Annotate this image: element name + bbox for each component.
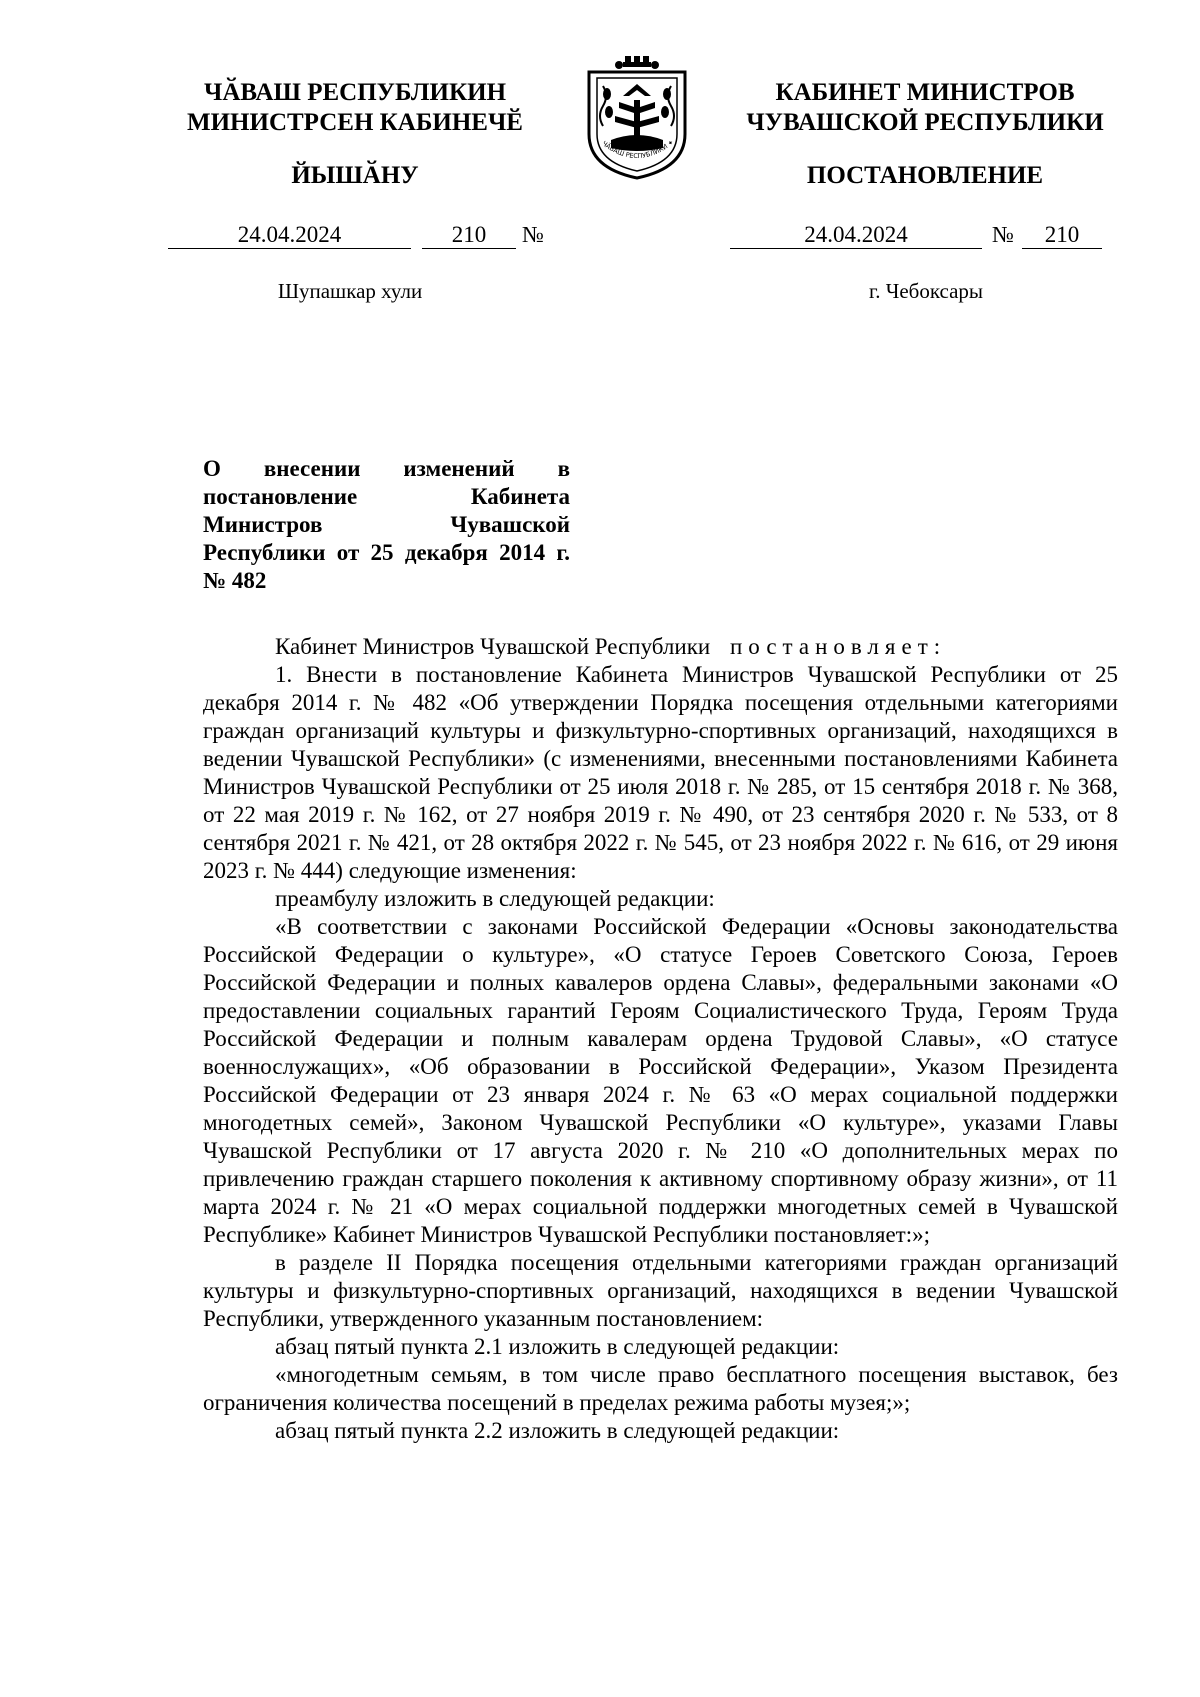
emblem-motto: ЧӐВАШ РЕСПУБЛИКИ ✦ [600, 138, 676, 161]
right-number: 210 [1022, 222, 1102, 249]
left-number-sign: № [522, 222, 544, 247]
right-header-title [725, 78, 1125, 138]
right-number-sign: № [992, 222, 1014, 247]
paragraph-7: абзац пятый пункта 2.2 изложить в следующей редакции: [275, 1418, 840, 1443]
coat-of-arms-icon [567, 56, 707, 180]
left-date: 24.04.2024 [168, 222, 411, 249]
right-date: 24.04.2024 [730, 222, 982, 249]
left-date-line [168, 222, 568, 252]
paragraph-2: преамбулу изложить в следующей редакции: [275, 886, 715, 911]
right-header-line2: ЧУВАШСКОЙ РЕСПУБЛИКИ [746, 109, 1104, 136]
document-subject: О внесении изменений в постановление Кабинета Министров Чувашской Республики от 25 декабря 2014 г. № 482 [203, 456, 570, 593]
paragraph-4: в разделе II Порядка посещения отдельными категориями граждан организаций культуры и физкультурно-спортивных организаций, находящихся в ведении Чувашской Республики, утвержденного указанным постановлением: [203, 1250, 1118, 1331]
left-header-line2: МИНИСТРСЕН КАБИНЕЧӖ [187, 109, 523, 136]
left-header-line1: ЧӐВАШ РЕСПУБЛИКИН [203, 79, 507, 106]
right-header-line1: КАБИНЕТ МИНИСТРОВ [775, 79, 1075, 106]
paragraph-3: «В соответствии с законами Российской Федерации «Основы законодательства Российской Федерации о культуре», «О статусе Героев Советского Союза, Героев Российской Федерации и полных кавалеров ордена Славы», федеральными законами «О предоставлении социальных гарантий Героям Социалистического Труда, Героям Труда Российской Федерации и полным кавалерам ордена Трудовой Славы», «О статусе военнослужащих», «Об образовании в Российской Федерации», Указом Президента Российской Федерации от 23 января 2024 г. № 63 «О мерах социальной поддержки многодетных семей», Законом Чувашской Республики «О культуре», указами Главы Чувашской Республики от 17 августа 2020 г. № 210 «О дополнительных мерах по привлечению граждан старшего поколения к активному спортивному образу жизни», от 11 марта 2024 г. № 21 «О мерах социальной поддержки многодетных семей в Чувашской Республике» Кабинет Министров Чувашской Республики постановляет:»; [203, 914, 1118, 1247]
paragraph-5: абзац пятый пункта 2.1 изложить в следующей редакции: [275, 1334, 840, 1359]
intro-verb: постановляет: [729, 634, 947, 659]
paragraph-1: 1. Внести в постановление Кабинета Министров Чувашской Республики от 25 декабря 2014 г. № 482 «Об утверждении Порядка посещения отдельными категориями граждан организаций культуры и физкультурно-спортивных организаций, находящихся в ведении Чувашской Республики» (с изменениями, внесенными постановлениями Кабинета Министров Чувашской Республики от 25 июля 2018 г. № 285, от 15 сентября 2018 г. № 368, от 22 мая 2019 г. № 162, от 27 ноября 2019 г. № 490, от 23 сентября 2020 г. № 533, от 8 сентября 2021 г. № 421, от 28 октября 2022 г. № 545, от 23 ноября 2022 г. № 616, от 29 июня 2023 г. № 444) следующие изменения: [203, 662, 1118, 883]
intro-paragraph [203, 633, 1118, 661]
left-header-title [160, 78, 550, 138]
right-doc-type: ПОСТАНОВЛЕНИЕ [806, 162, 1044, 189]
left-doc-type: ЙЫШӐНУ [291, 162, 419, 189]
intro-lead: Кабинет Министров Чувашской Республики [275, 634, 711, 659]
right-date-line [730, 222, 1130, 252]
left-number: 210 [422, 222, 516, 249]
document-body [203, 633, 1118, 1445]
left-city: Шупашкар хули [277, 279, 423, 303]
paragraph-6: «многодетным семьям, в том числе право бесплатного посещения выставок, без ограничения количества посещений в пределах режима работы музея;»; [203, 1362, 1118, 1415]
right-city: г. Чебоксары [868, 279, 984, 303]
